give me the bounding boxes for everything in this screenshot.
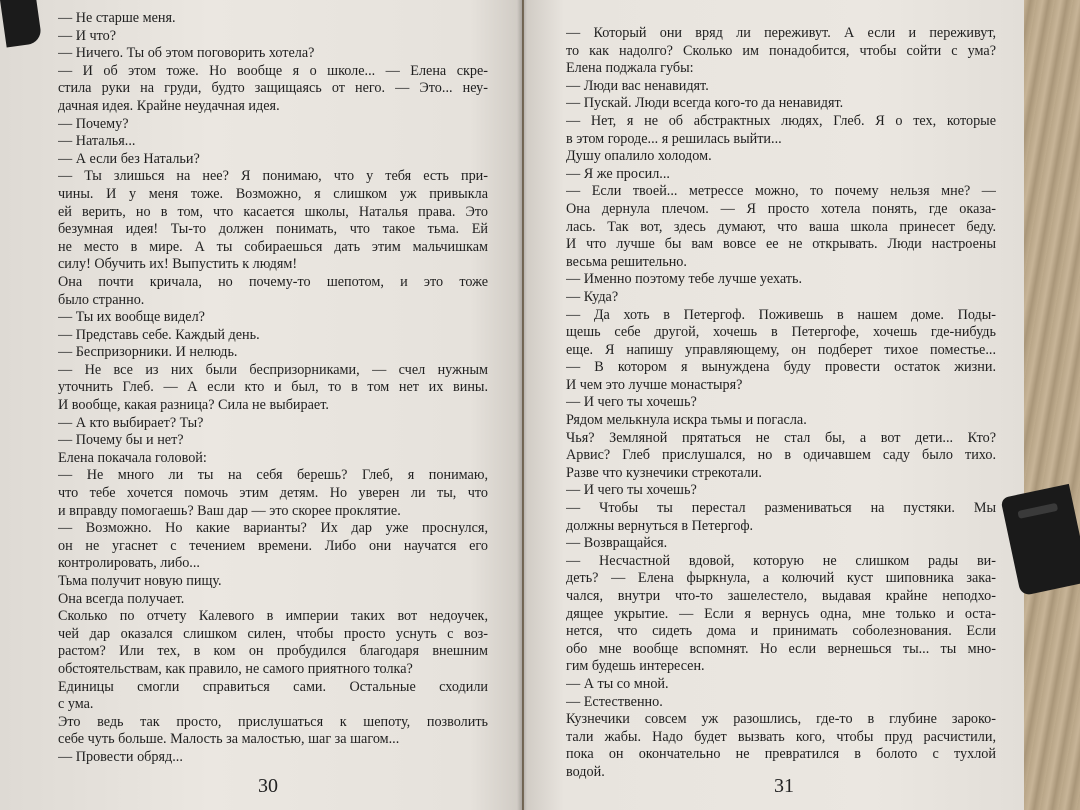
left-page-number: 30 [258, 775, 278, 797]
text-line: — Не много ли ты на себя берешь? Глеб, я понимаю, [58, 467, 488, 484]
text-line: И что лучше бы вам вовсе ее не открывать. Люди настроены [566, 236, 996, 253]
text-line: Она всегда получает. [58, 590, 185, 607]
text-line: — Нет, я не об абстрактных людях, Глеб. Я о тех, которые [566, 112, 996, 129]
text-line: — А кто выбирает? Ты? [58, 414, 204, 431]
text-line: обстоятельствам, как правило, не самого приятного толка? [58, 660, 413, 677]
text-line: чался, внутри что-то зашелестело, выдавая крайне неподхо- [566, 588, 996, 604]
text-line: было странно. [58, 291, 145, 308]
text-line: — В котором я вынуждена буду провести остаток жизни. [566, 359, 996, 376]
text-line: пока он окончательно не превратился в болото с тухлой [566, 746, 996, 763]
text-line: деть? — Елена фыркнула, а колючий куст шиповника зака- [566, 570, 996, 587]
text-line: — Возможно. Но какие варианты? Их дар уже проснулся, [58, 520, 488, 537]
text-line: — А если без Натальи? [58, 150, 200, 167]
text-line: И чем это лучше монастыря? [566, 376, 743, 393]
text-line: — Пускай. Люди всегда кого-то да ненавидят. [566, 95, 844, 112]
text-line: — И об этом тоже. Но вообще я о школе... — Елена скре- [58, 62, 488, 79]
text-line: — Ты злишься на нее? Я понимаю, что у тебя есть при- [58, 168, 488, 185]
text-line: — И чего ты хочешь? [566, 394, 697, 411]
text-line: Она почти кричала, но почему-то шепотом, и это тоже [58, 273, 488, 290]
text-line: с ума. [58, 696, 94, 713]
text-line: — Естественно. [566, 693, 663, 710]
text-line: весьма решительно. [566, 253, 687, 270]
text-line: Кузнечики совсем уж разошлись, где-то в глубине зароко- [566, 711, 996, 728]
text-line: — Почему бы и нет? [58, 432, 184, 449]
text-line: Сколько по отчету Калевого в империи таких вот недоучек, [58, 608, 488, 625]
text-line: обо мне вообще вспомнят. Но если вернешься ты... ты мно- [566, 640, 996, 657]
text-line: — И чего ты хочешь? [566, 482, 697, 499]
text-line: — Который они вряд ли переживут. А если и переживут, [566, 25, 996, 41]
text-line: — А ты со мной. [566, 675, 669, 692]
text-line: еще. Я напишу управляющему, он подберет тихое поместье... [566, 341, 996, 358]
text-line: — Почему? [58, 115, 129, 132]
text-line: щешь себе другой, хочешь в Петергофе, хочешь где-нибудь [566, 324, 996, 341]
text-line: дачная идея. Крайне неудачная идея. [58, 97, 280, 114]
text-line: Рядом мелькнула искра тьмы и погасла. [566, 412, 807, 429]
text-line: Единицы смогли справиться сами. Остальные сходили [58, 678, 488, 695]
text-line: дящее укрытие. — Если я вернусь одна, мне только и оста- [566, 605, 996, 622]
right-page-text [566, 25, 996, 782]
text-line: то как надолго? Сколько им понадобится, чтобы сойти с ума? [566, 42, 996, 59]
text-line: И вообще, какая разница? Сила не выбирает. [58, 397, 329, 414]
text-line: не место в мире. А ты собираешься дать этим мальчишкам [58, 238, 488, 255]
text-line: лась. Так вот, здесь думают, что ваша школа принесет беду. [566, 218, 996, 235]
text-line: тали жабы. Надо будет вызвать кого, чтобы пруд расчистили, [566, 728, 996, 745]
text-line: — Ничего. Ты об этом поговорить хотела? [58, 45, 315, 62]
text-line: Елена поджала губы: [566, 60, 694, 77]
text-line: — Да хоть в Петергоф. Поживешь в нашем доме. Поды- [566, 306, 996, 323]
text-line: — Если твоей... метрессе можно, то почему нельзя мне? — [566, 183, 996, 200]
text-line: Она дернула плечом. — Я просто хотела понять, где оказа- [566, 200, 996, 217]
text-line: — Провести обряд... [58, 748, 183, 765]
text-line: чей дар оказался слишком силен, чтобы просто уснуть с воз- [58, 625, 488, 642]
text-line: Разве что кузнечики стрекотали. [566, 464, 762, 481]
text-line: — Куда? [566, 288, 619, 305]
text-line: — Люди вас ненавидят. [566, 77, 709, 94]
text-line: он не угаснет с течением времени. Либо они научатся его [58, 537, 488, 554]
text-line: растом? Или тех, в ком он пробудился благодаря внешним [58, 643, 488, 660]
text-line: — Беспризорники. И нелюдь. [58, 344, 238, 361]
left-page-text [58, 10, 488, 767]
text-line: Елена покачала головой: [58, 449, 207, 466]
text-line: силу! Обучить их! Выпустить к людям! [58, 256, 298, 273]
text-line: Душу опалило холодом. [566, 148, 712, 165]
text-line: водой. [566, 763, 605, 780]
text-line: Арвис? Глеб прислушался, но в одичавшем саду было тихо. [566, 447, 996, 464]
text-line: нется, что сидеть дома и принимать соболезнования. Если [566, 623, 996, 640]
text-line: — Не старше меня. [58, 10, 176, 26]
text-line: и вправду помогаешь? Ваш дар — это скорее проклятие. [58, 502, 401, 519]
text-line: в этом городе... я решилась выйти... [566, 130, 782, 147]
text-line: — Возвращайся. [566, 535, 668, 552]
text-line: должны вернуться в Петергоф. [566, 517, 754, 534]
text-line: — Наталья... [58, 133, 136, 150]
text-line: чины. И у меня тоже. Возможно, я слишком уж привыкла [58, 185, 488, 202]
text-line: — Чтобы ты перестал размениваться на пустяки. Мы [566, 500, 996, 517]
left-page [0, 0, 522, 810]
text-line: ей верить, но в том, что касается школы, Наталья права. Это [58, 203, 488, 220]
text-line: — Ты их вообще видел? [58, 309, 205, 326]
text-line: — И что? [58, 27, 117, 44]
text-line: — Именно поэтому тебе лучше уехать. [566, 271, 803, 288]
right-page [524, 0, 1024, 810]
text-line: — Несчастной вдовой, которую не слишком рады ви- [566, 552, 996, 569]
text-line: стила руки на груди, будто защищаясь от него. — Это... неу- [58, 80, 488, 97]
text-line: Это ведь так просто, прислушаться к шепоту, позволить [58, 713, 488, 730]
text-line: Чья? Земляной прятаться не стал бы, а вот дети... Кто? [566, 429, 996, 446]
text-line: — Я же просил... [566, 165, 670, 182]
book-gutter [517, 0, 527, 810]
text-line: Тьма получит новую пищу. [58, 573, 222, 589]
text-line: уточнить Глеб. — А если кто и был, то в том нет их вины. [58, 379, 488, 396]
binder-clip-left [0, 0, 42, 48]
right-page-number: 31 [774, 775, 794, 797]
text-line: что тебе хочется помочь этим детям. Но уверен ли ты, что [58, 485, 488, 502]
text-line: себе чуть больше. Малость за малостью, шаг за шагом... [58, 731, 400, 748]
text-line: — Представь себе. Каждый день. [58, 326, 260, 343]
text-line: — Не все из них были беспризорниками, — счел нужным [58, 361, 488, 378]
text-line: контролировать, либо... [58, 555, 200, 572]
text-line: безумная идея! Ты-то должен понимать, что такое тьма. Ей [58, 221, 488, 238]
text-line: гим будешь интересен. [566, 658, 705, 675]
